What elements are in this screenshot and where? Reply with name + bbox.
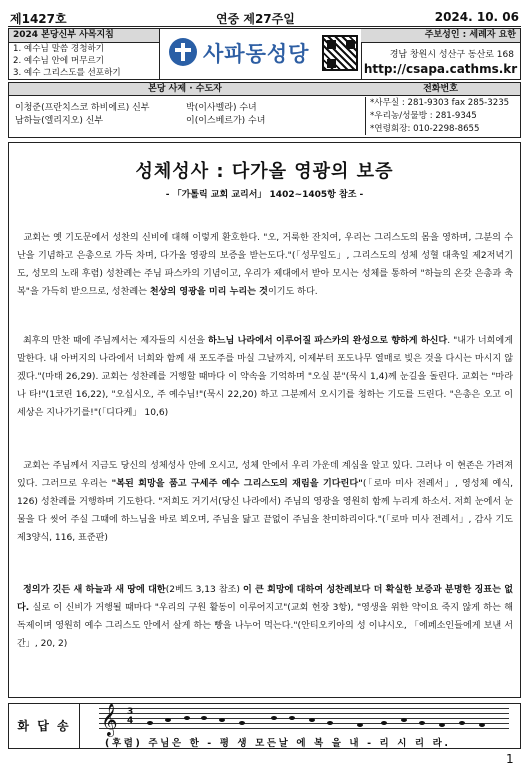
music-note (357, 723, 363, 727)
music-note (459, 721, 465, 725)
music-note (271, 716, 277, 720)
emphasis-text: 하느님 나라에서 이루어질 파스카의 완성으로 향하게 하신다 (207, 336, 448, 346)
church-address: 경남 창원시 성산구 동산로 168 (389, 50, 514, 60)
goal-item: 1. 예수님 말씀 경청하기 (13, 44, 105, 54)
psalm-label: 화 답 송 (9, 704, 80, 748)
music-note (219, 718, 225, 722)
music-note (239, 721, 245, 725)
staff-box (8, 82, 521, 138)
church-logo-icon (169, 38, 197, 66)
music-note (419, 721, 425, 725)
music-note (201, 716, 207, 720)
goal-item: 3. 예수 그리스도를 선포하기 (13, 68, 121, 78)
article-subtitle: - 「가톨릭 교회 교리서」 1402~1405항 참조 - (165, 190, 364, 200)
music-note (479, 723, 485, 727)
music-note (309, 718, 315, 722)
contact-heading: 전화번호 (361, 83, 520, 96)
issue-number: 제1427호 (10, 12, 67, 26)
article-title: 성체성사 : 다가올 영광의 보증 (135, 161, 394, 182)
music-note (327, 721, 333, 725)
article-paragraph: 교회는 주님께서 지금도 당신의 성체성사 안에 오시고, 성체 안에서 우리 가운데 계심을 알고 있다. 그러나 이 현존은 가려져 있다. 그러므로 우리는 "복된 희망을 품고 구세주 예수 그리스도의 재림을 기다린다"(「로마 미사 전례서」, 영성체 예식, 126) 성찬례를 거행하며 기도한다. "저희도 거기서(당신 나라에서) 주님의 영광을 영원히 함께 누리게 하소서. 저희 눈에서 눈물을 다 씻어 주실 그때에 하느님을 바로 뵈오며, 주님을 닮고 끝없이 주님을 찬미하리이다."(「로마 미사 전례서」, 감사 기도 제3양식, 116, 표준판) (17, 461, 514, 543)
music-note (439, 723, 445, 727)
music-note (289, 716, 295, 720)
bulletin-header (8, 28, 521, 80)
qr-code-icon[interactable] (322, 35, 358, 71)
pastoral-goals-title: 2024 본당신부 사목지침 (9, 29, 159, 43)
goal-item: 2. 예수님 안에 머무르기 (13, 56, 105, 66)
staff-heading: 본당 사제 · 수도자 (9, 83, 362, 96)
psalm-lyrics: (후렴) 주님은 한 - 평 생 모든날 에 복 을 내 - 리 시 리 라. (105, 738, 451, 749)
pastoral-goals (9, 29, 160, 79)
patron-saint: 주보성인 : 세례자 요한 (361, 29, 520, 43)
article-box (8, 142, 521, 698)
responsorial-psalm (8, 703, 521, 749)
contact-item: *우리농/성물방 : 281-9345 (370, 111, 477, 121)
church-name: 사파동성당 (203, 42, 310, 66)
music-note (401, 718, 407, 722)
time-signature: 3 4 (127, 707, 134, 726)
article-paragraph: 교회는 옛 기도문에서 성찬의 신비에 대해 이렇게 환호한다. "오, 거룩한 잔치여, 우리는 그리스도의 몸을 영하며, 그분의 수난을 기념하고 은총으로 가득 차며, 다가올 영광의 보증을 받는도다."(「성무일도」, 그리스도의 성체 성혈 대축일 제2저녁기도, 성모의 노래 후렴) 성찬례는 주님 파스카의 기념이고, 우리가 제대에서 받아 모시는 성체를 통하여 "하늘의 온갖 은총과 축복"을 가득히 받으므로, 성찬례는 천상의 영광을 미리 누리는 것이기도 하다. (17, 233, 513, 297)
emphasis-text: 천상의 영광을 미리 누리는 것 (149, 287, 268, 297)
contact-item: *사무실 : 281-9303 fax 285-3235 (370, 98, 510, 108)
article-paragraph: 정의가 깃든 새 하늘과 새 땅에 대한(2베드 3,13 참조) 이 큰 희망에 대하여 성찬례보다 더 확실한 보증과 분명한 징표는 없다. 실로 이 신비가 거행될 때마다 "우리의 구원 활동이 이루어지고"(교회 헌장 3항), "영생을 위한 약이요 죽지 않게 하는 해독제이며 영원히 예수 그리스도 안에서 살게 하는 빵을 나누어 먹는다."(안티오키아의 성 이냐시오, 「에페소인들에게 보낸 서간」, 20, 2) (17, 585, 513, 649)
issue-date: 2024. 10. 06 (434, 10, 519, 24)
sister-list (186, 102, 265, 128)
priest-list (15, 102, 149, 128)
liturgical-week: 연중 제27주일 (216, 12, 295, 26)
music-note (381, 721, 387, 725)
priest-name: 이청준(프란치스코 하비에르) 신부 (15, 103, 150, 113)
emphasis-text: 정의가 깃든 새 하늘과 새 땅에 대한 (23, 585, 166, 595)
top-divider (8, 26, 521, 27)
sister-name: 이(이스베르가) 수녀 (186, 116, 266, 126)
emphasis-text: "복된 희망을 품고 구세주 예수 그리스도의 재림을 기다린다" (111, 479, 363, 489)
top-bar (8, 8, 521, 26)
music-note (165, 718, 171, 722)
contact-list (365, 97, 509, 135)
contact-item: *연령회장: 010-2298-8655 (370, 124, 480, 134)
church-website-link[interactable]: http://csapa.cathms.kr (363, 62, 518, 76)
music-note (184, 716, 190, 720)
emphasis-text: 이 큰 희망에 대하여 성찬례보다 더 확실한 보증과 분명한 징표는 없다. (17, 585, 513, 613)
music-note (147, 721, 153, 725)
article-paragraph: 최후의 만찬 때에 주님께서는 제자들의 시선을 하느님 나라에서 이루어질 파스카의 완성으로 향하게 하신다. "내가 너희에게 말한다. 내 아버지의 나라에서 너희와 함께 새 포도주를 마실 그날까지, 이제부터 포도나무 열매로 빚은 것을 다시는 마시지 않겠다."(마태 26,29). 교회는 성찬례를 거행할 때마다 이 약속을 기억하며 "오실 분"(묵시 1,4)께 눈길을 돌린다. 교회는 "마라나 타!"(1코린 16,22), "오십시오, 주 예수님!"(묵시 22,20) 하고 그분께서 오시기를 청하는 기도를 드린다. "은총은 오고 이 세상은 지나가기를!"(「디다케」 10,6) (17, 336, 513, 418)
church-branding (159, 29, 362, 79)
priest-name: 남하늘(엘리지오) 신부 (15, 116, 104, 126)
page-number: 1 (506, 752, 514, 766)
sister-name: 박(이사벨라) 수녀 (186, 103, 257, 113)
treble-clef-icon: 𝄞 (101, 703, 118, 736)
patron-info (361, 29, 520, 79)
